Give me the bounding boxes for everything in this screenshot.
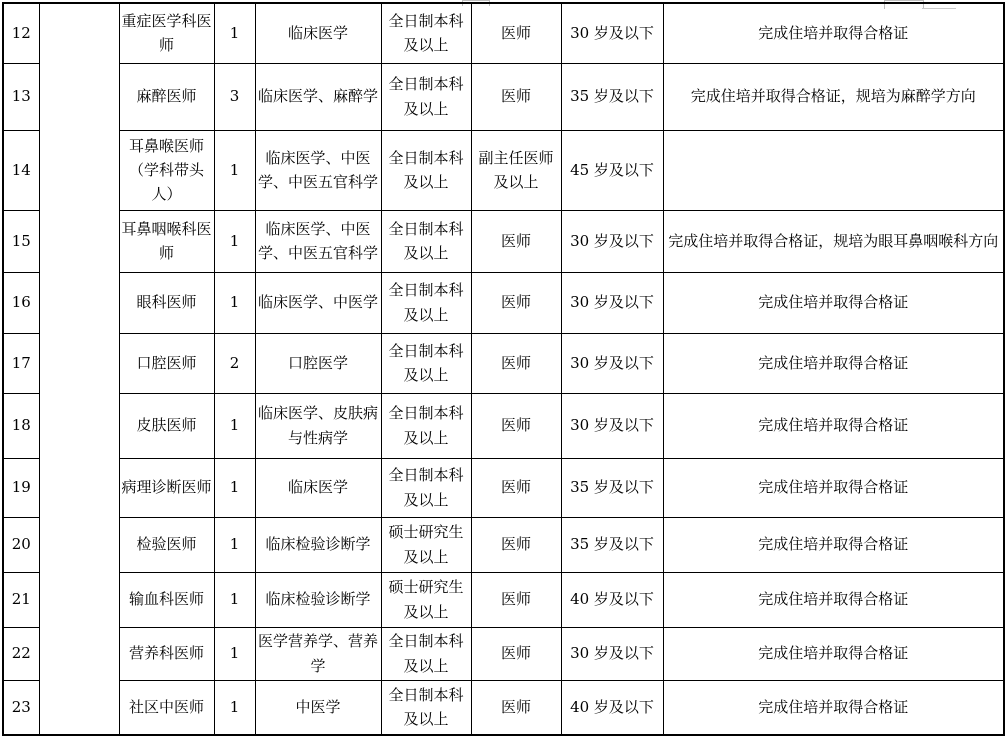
- cell-title: 医师: [471, 333, 561, 393]
- cell-row-number: 13: [3, 63, 39, 130]
- table-row: [3, 627, 1004, 680]
- cell-major: 临床医学、中医学: [255, 272, 381, 333]
- cell-education: 全日制本科及以上: [381, 63, 471, 130]
- recruitment-table: [2, 2, 1005, 736]
- cell-education: 全日制本科及以上: [381, 272, 471, 333]
- table-row: [3, 130, 1004, 210]
- table-row: [3, 458, 1004, 517]
- cell-row-number: 20: [3, 517, 39, 572]
- cell-title: 医师: [471, 272, 561, 333]
- cell-major: 临床医学、中医学、中医五官科学: [255, 210, 381, 272]
- cell-major: 中医学: [255, 680, 381, 735]
- cell-major: 口腔医学: [255, 333, 381, 393]
- cell-row-number: 21: [3, 572, 39, 627]
- cell-education: 全日制本科及以上: [381, 130, 471, 210]
- cell-age: 45 岁及以下: [561, 130, 663, 210]
- cell-education: 全日制本科及以上: [381, 393, 471, 458]
- cell-position: 病理诊断医师: [119, 458, 214, 517]
- cell-major: 临床医学: [255, 3, 381, 63]
- cell-education: 全日制本科及以上: [381, 680, 471, 735]
- cell-age: 30 岁及以下: [561, 333, 663, 393]
- cell-requirement: 完成住培并取得合格证: [663, 272, 1004, 333]
- cell-age: 40 岁及以下: [561, 572, 663, 627]
- table-row: [3, 517, 1004, 572]
- cell-major: 临床检验诊断学: [255, 517, 381, 572]
- cell-major: 临床医学、皮肤病与性病学: [255, 393, 381, 458]
- cell-education: 全日制本科及以上: [381, 3, 471, 63]
- cell-row-number: 17: [3, 333, 39, 393]
- cell-education: 全日制本科及以上: [381, 627, 471, 680]
- cell-title: 医师: [471, 572, 561, 627]
- cell-position: 眼科医师: [119, 272, 214, 333]
- cell-title: 医师: [471, 517, 561, 572]
- cell-count: 1: [214, 680, 255, 735]
- cell-age: 40 岁及以下: [561, 680, 663, 735]
- cell-row-number: 19: [3, 458, 39, 517]
- cell-row-number: 12: [3, 3, 39, 63]
- cell-row-number: 18: [3, 393, 39, 458]
- cell-position: 营养科医师: [119, 627, 214, 680]
- cell-title: 医师: [471, 680, 561, 735]
- cell-position: 重症医学科医师: [119, 3, 214, 63]
- cell-education: 全日制本科及以上: [381, 333, 471, 393]
- cell-requirement: 完成住培并取得合格证，规培为眼耳鼻咽喉科方向: [663, 210, 1004, 272]
- cell-title: 医师: [471, 627, 561, 680]
- cell-title: 医师: [471, 63, 561, 130]
- cell-age: 35 岁及以下: [561, 63, 663, 130]
- cell-count: 1: [214, 272, 255, 333]
- cell-requirement: 完成住培并取得合格证: [663, 3, 1004, 63]
- cell-age: 30 岁及以下: [561, 272, 663, 333]
- cell-requirement: 完成住培并取得合格证: [663, 517, 1004, 572]
- cell-title: 医师: [471, 393, 561, 458]
- cell-requirement: [663, 130, 1004, 210]
- cell-requirement: 完成住培并取得合格证: [663, 333, 1004, 393]
- cell-position: 麻醉医师: [119, 63, 214, 130]
- cell-education: 硕士研究生及以上: [381, 517, 471, 572]
- cell-row-number: 16: [3, 272, 39, 333]
- cell-count: 1: [214, 130, 255, 210]
- cell-education: 硕士研究生及以上: [381, 572, 471, 627]
- cell-count: 1: [214, 393, 255, 458]
- cell-count: 1: [214, 3, 255, 63]
- cell-age: 30 岁及以下: [561, 210, 663, 272]
- table-row: [3, 572, 1004, 627]
- cell-department-merged: [39, 3, 119, 735]
- cell-count: 1: [214, 458, 255, 517]
- cell-requirement: 完成住培并取得合格证: [663, 393, 1004, 458]
- cell-major: 临床医学、中医学、中医五官科学: [255, 130, 381, 210]
- cell-row-number: 22: [3, 627, 39, 680]
- cell-major: 医学营养学、营养学: [255, 627, 381, 680]
- cell-requirement: 完成住培并取得合格证: [663, 680, 1004, 735]
- cell-requirement: 完成住培并取得合格证，规培为麻醉学方向: [663, 63, 1004, 130]
- cell-major: 临床医学: [255, 458, 381, 517]
- cell-count: 1: [214, 517, 255, 572]
- cell-count: 1: [214, 627, 255, 680]
- table-row: [3, 393, 1004, 458]
- table-row: [3, 3, 1004, 63]
- cell-requirement: 完成住培并取得合格证: [663, 458, 1004, 517]
- cell-education: 全日制本科及以上: [381, 210, 471, 272]
- cell-position: 耳鼻咽喉科医师: [119, 210, 214, 272]
- cell-title: 医师: [471, 210, 561, 272]
- cell-position: 耳鼻喉医师（学科带头人）: [119, 130, 214, 210]
- cell-count: 1: [214, 572, 255, 627]
- cell-row-number: 14: [3, 130, 39, 210]
- cell-title: 副主任医师及以上: [471, 130, 561, 210]
- table-row: [3, 680, 1004, 735]
- cell-education: 全日制本科及以上: [381, 458, 471, 517]
- cell-position: 口腔医师: [119, 333, 214, 393]
- cell-row-number: 23: [3, 680, 39, 735]
- cell-count: 3: [214, 63, 255, 130]
- cell-major: 临床医学、麻醉学: [255, 63, 381, 130]
- cell-age: 30 岁及以下: [561, 3, 663, 63]
- cell-position: 检验医师: [119, 517, 214, 572]
- cell-position: 输血科医师: [119, 572, 214, 627]
- table-row: [3, 210, 1004, 272]
- cell-requirement: 完成住培并取得合格证: [663, 627, 1004, 680]
- cell-title: 医师: [471, 458, 561, 517]
- cell-count: 1: [214, 210, 255, 272]
- table-row: [3, 272, 1004, 333]
- cell-major: 临床检验诊断学: [255, 572, 381, 627]
- cell-title: 医师: [471, 3, 561, 63]
- cell-position: 社区中医师: [119, 680, 214, 735]
- cell-age: 30 岁及以下: [561, 393, 663, 458]
- table-row: [3, 63, 1004, 130]
- cell-requirement: 完成住培并取得合格证: [663, 572, 1004, 627]
- cell-age: 35 岁及以下: [561, 458, 663, 517]
- cell-count: 2: [214, 333, 255, 393]
- cell-row-number: 15: [3, 210, 39, 272]
- cell-position: 皮肤医师: [119, 393, 214, 458]
- cell-age: 35 岁及以下: [561, 517, 663, 572]
- cell-age: 30 岁及以下: [561, 627, 663, 680]
- table-row: [3, 333, 1004, 393]
